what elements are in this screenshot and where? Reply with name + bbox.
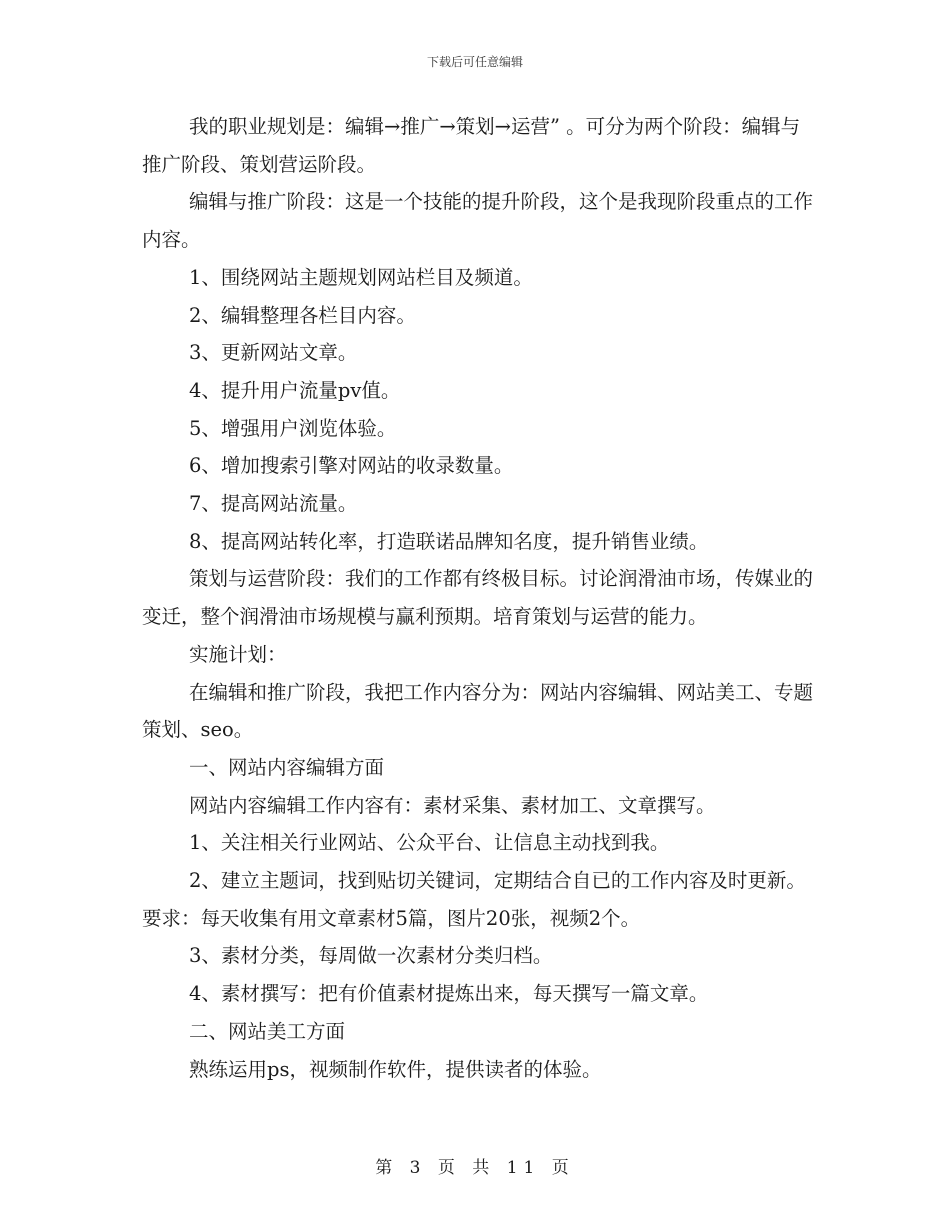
list-item: 6、增加搜索引擎对网站的收录数量。: [189, 454, 514, 478]
list-item: 8、提高网站转化率，打造联诺品牌知名度，提升销售业绩。: [189, 529, 709, 553]
list-item: 7、提高网站流量。: [189, 492, 358, 516]
list-item: 5、增强用户浏览体验。: [189, 416, 397, 440]
document-body: [142, 108, 814, 1088]
section-heading-content-editing: 一、网站内容编辑方面: [189, 755, 385, 779]
list-item: 4、提升用户流量pv值。: [189, 378, 401, 402]
list-item: 3、素材分类，每周做一次素材分类归档。: [189, 944, 553, 968]
paragraph-stage-one: 编辑与推广阶段：这是一个技能的提升阶段，这个是我现阶段重点的工作内容。: [142, 190, 814, 252]
list-item: 1、关注相关行业网站、公众平台、让信息主动找到我。: [189, 831, 670, 855]
list-item: 3、更新网站文章。: [189, 341, 358, 365]
list-item: 2、建立主题词，找到贴切关键词，定期结合自已的工作内容及时更新。要求：每天收集有用文章素材5篇，图片20张，视频2个。: [142, 869, 806, 930]
paragraph-stage-two: 策划与运营阶段：我们的工作都有终极目标。讨论润滑油市场，传媒业的变迁，整个润滑油市场规模与赢利预期。培育策划与运营的能力。: [142, 567, 814, 629]
paragraph-work-split: 在编辑和推广阶段，我把工作内容分为：网站内容编辑、网站美工、专题策划、seo。: [142, 680, 814, 742]
section-heading-plan: 实施计划：: [189, 642, 287, 666]
paragraph-editing-scope: 网站内容编辑工作内容有：素材采集、素材加工、文章撰写。: [189, 793, 716, 817]
page-header: 下载后可任意编辑: [426, 55, 523, 69]
list-item: 1、围绕网站主题规划网站栏目及频道。: [189, 265, 533, 289]
paragraph-career-plan: 我的职业规划是：编辑→推广→策划→运营” 。可分为两个阶段：编辑与推广阶段、策划营运阶段。: [142, 115, 801, 176]
section-heading-art-design: 二、网站美工方面: [189, 1019, 346, 1043]
list-item: 2、编辑整理各栏目内容。: [189, 303, 416, 327]
paragraph-tools: 熟练运用ps，视频制作软件，提供读者的体验。: [189, 1057, 602, 1081]
page-footer: 第 3 页 共 11 页: [375, 1158, 575, 1178]
list-item: 4、素材撰写：把有价值素材提炼出来，每天撰写一篇文章。: [189, 982, 709, 1006]
